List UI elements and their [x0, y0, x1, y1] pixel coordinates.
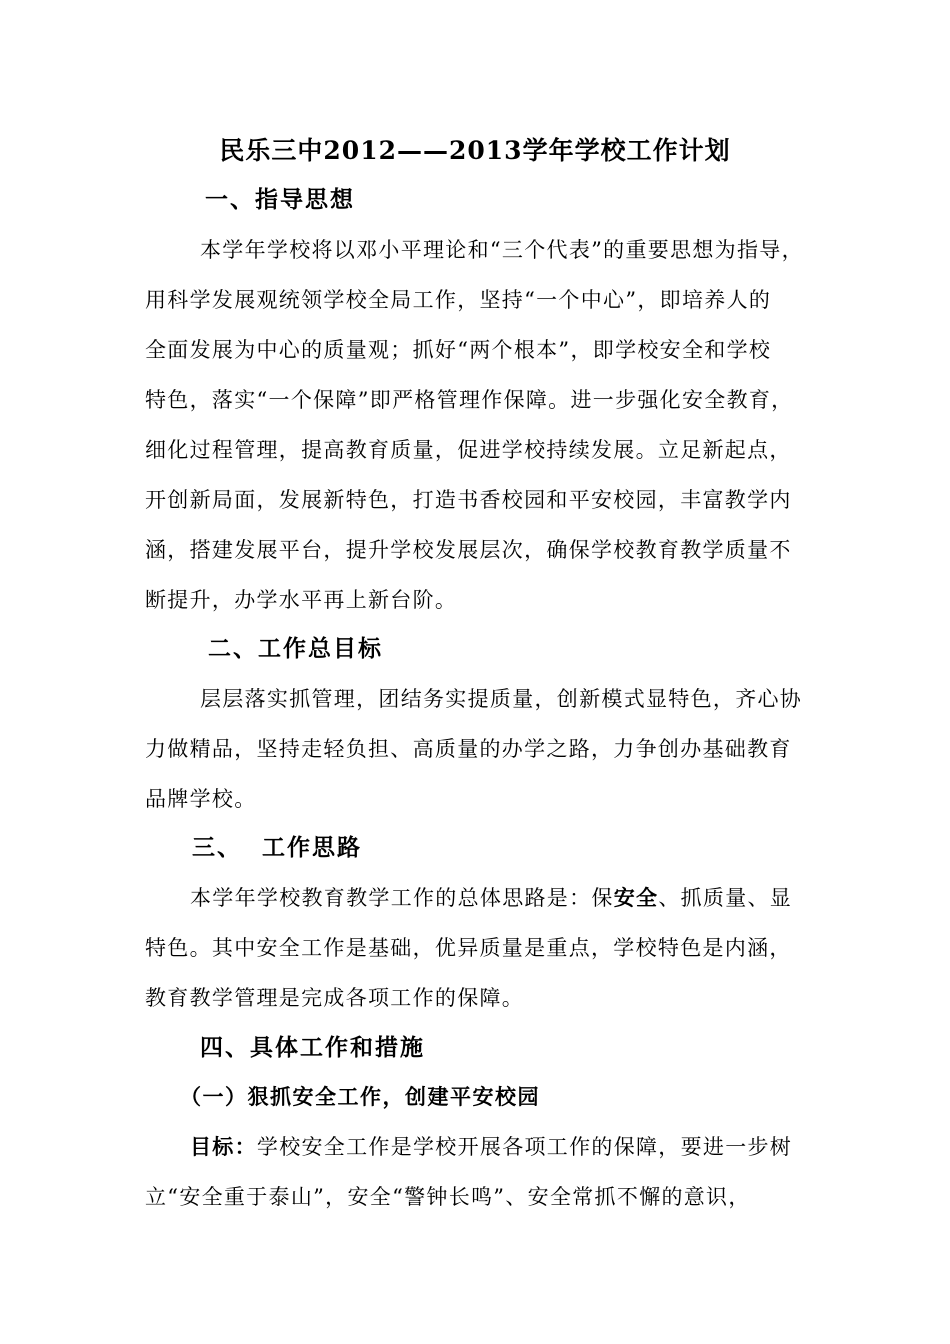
section-1-line-2: 用科学发展观统领学校全局工作，坚持“一个中心”，即培养人的: [145, 288, 772, 312]
section-1-heading: 一、指导思想: [205, 186, 355, 213]
section-1-line-7: 涵，搭建发展平台，提升学校发展层次，确保学校教育教学质量不: [145, 538, 792, 562]
section-2-line-3: 品牌学校。: [145, 787, 257, 811]
section-1-line-3: 全面发展为中心的质量观；抓好“两个根本”，即学校安全和学校: [145, 338, 772, 362]
section-1-line-8: 断提升，办学水平再上新台阶。: [145, 588, 458, 612]
section-1-line-4: 特色，落实“一个保障”即严格管理作保障。进一步强化安全教育，: [145, 388, 794, 412]
section-3-line-3: 教育教学管理是完成各项工作的保障。: [145, 986, 525, 1010]
goal-label: 目标：: [190, 1134, 257, 1159]
document-title: 民乐三中2012——2013学年学校工作计划: [219, 136, 731, 165]
section-1-line-1: 本学年学校将以邓小平理论和“三个代表”的重要思想为指导，: [200, 238, 804, 262]
section-2-line-1: 层层落实抓管理，团结务实提质量，创新模式显特色，齐心协: [200, 687, 803, 711]
section-4-subheading-1: （一）狠抓安全工作，创建平安校园: [180, 1084, 540, 1109]
section-4-heading: 四、具体工作和措施: [200, 1034, 425, 1061]
section-3-line-1-end: 、抓质量、显: [658, 886, 793, 910]
section-3-heading: 三、 工作思路: [192, 834, 363, 861]
section-3-line-1-emphasis: 安全: [613, 885, 659, 910]
section-4-goal-line-2: 立“安全重于泰山”，安全“警钟长鸣”、安全常抓不懈的意识，: [145, 1185, 751, 1209]
goal-text: 学校安全工作是学校开展各项工作的保障，要进一步树: [256, 1135, 793, 1159]
section-2-heading: 二、工作总目标: [208, 635, 383, 662]
section-3-line-1-start: 本学年学校教育教学工作的总体思路是：保: [190, 886, 614, 910]
section-1-line-5: 细化过程管理，提高教育质量，促进学校持续发展。立足新起点，: [145, 438, 792, 462]
section-2-line-2: 力做精品，坚持走轻负担、高质量的办学之路，力争创办基础教育: [145, 737, 792, 761]
section-3-line-1: [190, 884, 792, 912]
section-4-goal-line-1: [190, 1133, 792, 1161]
section-1-line-6: 开创新局面，发展新特色，打造书香校园和平安校园，丰富教学内: [145, 488, 792, 512]
section-3-line-2: 特色。其中安全工作是基础，优异质量是重点，学校特色是内涵，: [145, 936, 792, 960]
